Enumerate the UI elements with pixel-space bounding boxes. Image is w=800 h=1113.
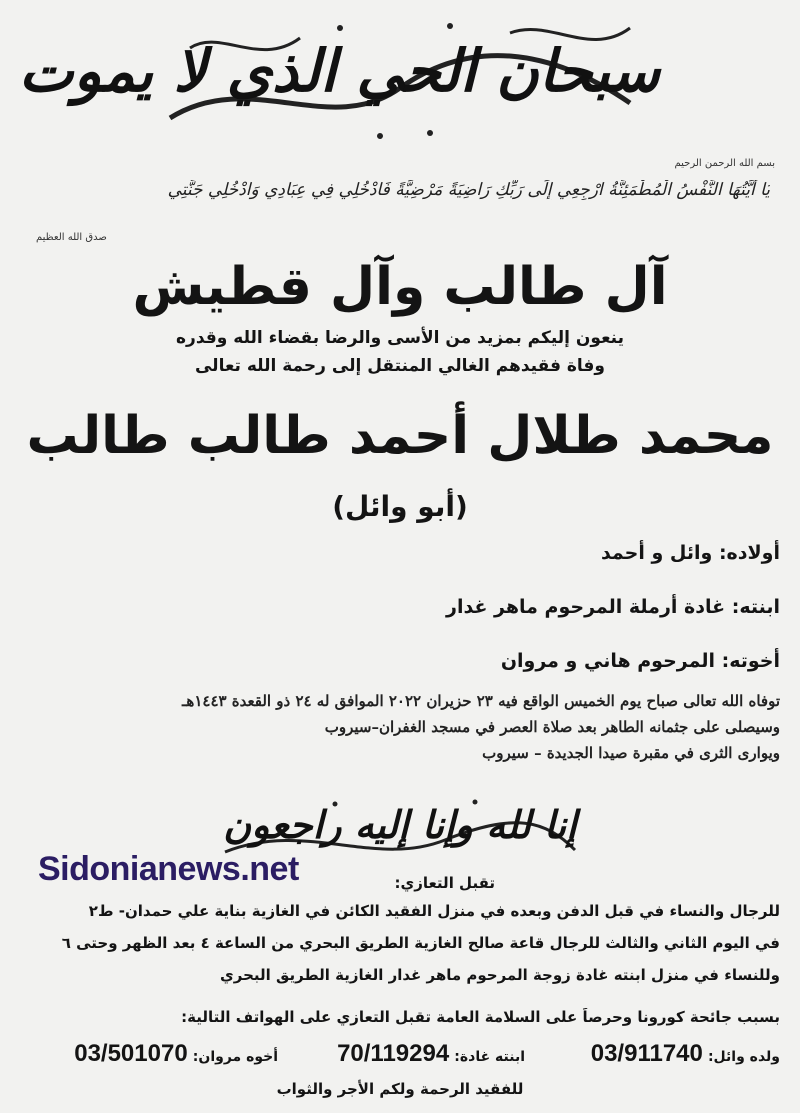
sadaqa-text: صدق الله العظيم: [36, 232, 107, 243]
announcement-line-1: ينعون إليكم بمزيد من الأسى والرضا بقضاء الله وقدره: [176, 328, 624, 348]
condolences-line-1: للرجال والنساء في قبل الدفن وبعده في منزل الفقيد الكائن في الغازية بناية علي حمدان- ط٢: [88, 902, 780, 920]
phone-number: 03/911740: [590, 1040, 703, 1067]
announcement-line-2: وفاة فقيدهم الغالي المنتقل إلى رحمة الله تعالى: [194, 356, 606, 376]
phone-number: 03/501070: [74, 1040, 188, 1067]
phone-label: أخوه مروان:: [192, 1049, 278, 1065]
phone-label: ولده وائل:: [707, 1049, 780, 1065]
families-heading: آل طالب وآل قطيش: [132, 257, 668, 317]
relative-daughter: [446, 596, 780, 618]
condolences-title: تقبل التعازي:: [394, 874, 495, 892]
quran-verse: يَا أَيَّتُهَا النَّفْسُ الْمُطْمَئِنَّةُ ارْجِعِي إِلَى رَبِّكِ رَاضِيَةً مَرْضِيَّةً فَادْخُلِي فِي عِبَادِي وَادْخُلِي جَنَّتِي: [167, 180, 770, 200]
deceased-kunya: (أبو وائل): [332, 490, 468, 523]
closing-prayer: للفقيد الرحمة ولكم الأجر والثواب: [276, 1080, 524, 1098]
calligraphy-title: سبحان الحي الذي لا يموت: [18, 37, 660, 105]
phone-entry-marwan: [74, 1040, 278, 1068]
relative-children: [601, 542, 780, 564]
condolences-line-2: في اليوم الثاني والثالث للرجال قاعة صالح الغازية الطريق البحري من الساعة ٤ بعد الظهر وحتى ٦: [61, 934, 780, 952]
death-date-text: توفاه الله تعالى صباح يوم الخميس الواقع فيه ٢٣ حزيران ٢٠٢٢ الموافق له ٢٤ ذو القعدة ١٤٤٣هـ: [182, 692, 780, 710]
relative-value: المرحوم هاني و مروان: [500, 650, 715, 672]
prayer-details-text: وسيصلى على جثمانه الطاهر بعد صلاة العصر في مسجد الغفران–سيروب: [324, 718, 780, 736]
relative-label: ابنته:: [731, 596, 780, 618]
burial-details-text: ويوارى الثرى في مقبرة صيدا الجديدة – سيروب: [482, 744, 780, 762]
relative-value: وائل و أحمد: [600, 542, 713, 564]
site-watermark: Sidonianews.net: [38, 850, 299, 888]
phone-entry-wael: [591, 1040, 780, 1068]
relative-label: أخوته:: [721, 650, 780, 672]
covid-notice: بسبب جائحة كورونا وحرصاً على السلامة العامة تقبل التعازي على الهواتف التالية:: [181, 1008, 780, 1026]
relative-value: غادة أرملة المرحوم ماهر غدار: [446, 596, 726, 618]
relative-brothers: [501, 650, 780, 672]
condolences-line-3: وللنساء في منزل ابنته غادة زوجة المرحوم ماهر غدار الغازية الطريق البحري: [220, 966, 780, 984]
phone-label: ابنته غادة:: [454, 1049, 525, 1065]
basmala: بسم الله الرحمن الرحيم: [674, 158, 775, 169]
deceased-name: محمد طلال أحمد طالب طالب: [26, 406, 774, 466]
closing-calligraphy: إنا لله وإنا إليه راجعون: [223, 802, 577, 847]
relative-label: أولاده:: [718, 542, 780, 564]
phone-number: 70/119294: [337, 1040, 450, 1067]
phone-entry-ghada: [337, 1040, 525, 1068]
